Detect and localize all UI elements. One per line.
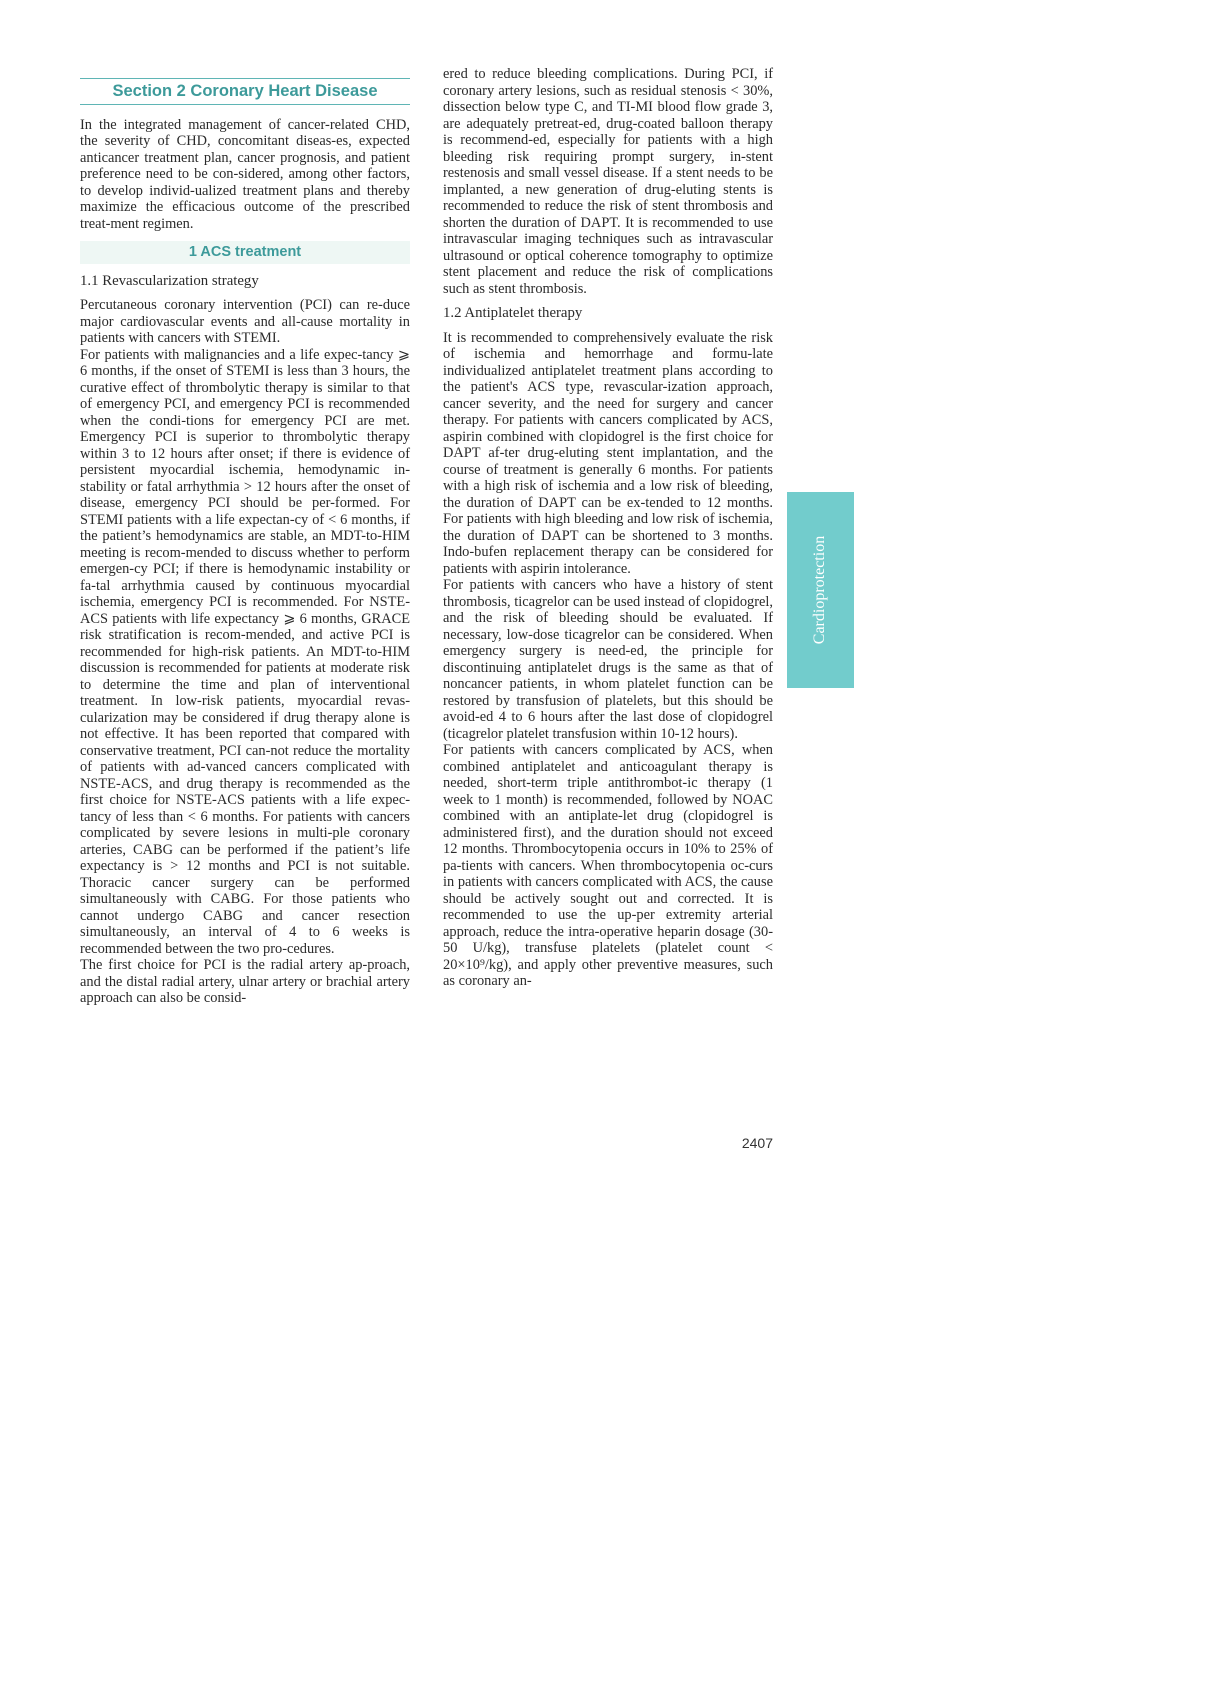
body-paragraph: Percutaneous coronary intervention (PCI) can re-duce major cardiovascular events and all-cause mortality in patients with cancers with STEMI. [80,297,410,346]
side-tab [787,492,854,688]
intro-paragraph: In the integrated management of cancer-related CHD, the severity of CHD, concomitant diseas-es, expected anticancer treatment plan, cancer prognosis, and patient preference need to be con-sidered, among other factors, to develop individ-ualized treatment plans and thereby maximize the efficacious outcome of the prescribed treat-ment regimen. [80,116,410,232]
left-column [80,66,410,1007]
side-tab-label: Cardioprotection [811,535,829,645]
body-paragraph: It is recommended to comprehensively evaluate the risk of ischemia and hemorrhage and formu-late individualized antiplatelet treatment plans according to the patient's ACS type, revascular-ization approach, cancer severity, and the need for surgery and cancer therapy. For patients with cancers complicated by ACS, aspirin combined with clopidogrel is the first choice for DAPT af-ter drug-eluting stent implantation, and the course of treatment is generally 6 months. For patients with a high risk of ischemia and a low risk of bleeding, the duration of DAPT can be ex-tended to 12 months. For patients with high bleeding and low risk of ischemia, the duration of DAPT can be shortened to 3 months. Indo-bufen replacement therapy can be considered for patients with aspirin intolerance. [443,329,773,577]
body-paragraph: For patients with cancers complicated by ACS, when combined antiplatelet and anticoagulant therapy is needed, short-term triple antithrombot-ic therapy (1 week to 1 month) is recommended, followed by NOAC combined with an antiplate-let drug (clopidogrel is administered first), and the duration should not exceed 12 months. Thrombocytopenia occurs in 10% to 25% of pa-tients with cancers. When thrombocytopenia oc-curs in patients with cancers complicated with ACS, the cause should be actively sought out and corrected. It is recommended to use the up-per extremity arterial approach, reduce the intra-operative heparin dosage (30-50 U/kg), transfuse platelets (platelet count < 20×10⁹/kg), and apply other preventive measures, such as coronary an- [443,742,773,989]
page-number: 2407 [741,1135,773,1151]
heading-revascularization: 1.1 Revascularization strategy [80,272,259,289]
right-column [443,66,773,990]
body-paragraph: The first choice for PCI is the radial artery ap-proach, and the distal radial artery, ulnar artery or brachial artery approach can also be consid- [80,957,410,1006]
body-paragraph: For patients with cancers who have a history of stent thrombosis, ticagrelor can be used instead of clopidogrel, and the risk of bleeding should be evaluated. If necessary, low-dose ticagrelor can be considered. When emergency surgery is need-ed, the principle for discontinuing antiplatelet drugs is the same as that of noncancer patients, in whom platelet function can be restored by transfusion of platelets, but this should be avoid-ed 4 to 6 hours after the last dose of clopidogrel (ticagrelor platelet transfusion within 10-12 hours). [443,577,773,742]
subsection-title: 1 ACS treatment [80,241,410,264]
continuation-paragraph: ered to reduce bleeding complications. During PCI, if coronary artery lesions, such as residual stenosis < 30%, dissection below type C, and TI-MI blood flow grade 3, are adequately pretreat-ed, drug-coated balloon therapy is recommend-ed, especially for patients with a high bleeding risk requiring prompt surgery, in-stent restenosis and small vessel disease. If a stent needs to be implanted, a new generation of drug-eluting stents is recommended to reduce the risk of stent thrombosis and shorten the duration of DAPT. It is recommended to use intravascular imaging techniques such as intravascular ultrasound or optical coherence tomography to optimize stent placement and reduce the risk of complications such as stent thrombosis. [443,66,773,297]
section-title: Section 2 Coronary Heart Disease [80,78,410,105]
body-paragraph: For patients with malignancies and a life expec-tancy ⩾ 6 months, if the onset of STEMI is less than 3 hours, the curative effect of thrombolytic therapy is similar to that of emergency PCI, and emergency PCI is recommended when the condi-tions for emergency PCI are met. Emergency PCI is superior to thrombolytic therapy within 3 to 12 hours after onset; if there is evidence of persistent myocardial ischemia, hemodynamic in-stability or fatal arrhythmia > 12 hours after the onset of disease, emergency PCI should be per-formed. For STEMI patients with a life expectan-cy of < 6 months, if the patient’s hemodynamics are stable, an MDT-to-HIM meeting is recom-mended to discuss whether to perform emergen-cy PCI; if there is hemodynamic instability or fa-tal arrhythmia caused by continuous myocardial ischemia, emergency PCI is recommended. For NSTE-ACS patients with life expectancy ⩾ 6 months, GRACE risk stratification is recom-mended, and active PCI is recommended for high-risk patients. An MDT-to-HIM discussion is recommended for patients at moderate risk to determine the time and plan of interventional treatment. In low-risk patients, myocardial revas-cularization may be considered if drug therapy alone is not effective. It has been reported that compared with conservative treatment, PCI can-not reduce the mortality of patients with ad-vanced cancers complicated with NSTE-ACS, and drug therapy is recommended as the first choice for NSTE-ACS patients with a life expec-tancy of less than < 6 months. For patients with cancers complicated by severe lesions in multi-ple coronary arteries, CABG can be performed if the patient’s life expectancy is > 12 months and PCI is not suitable. Thoracic cancer surgery can be performed simultaneously with CABG. For those patients who cannot undergo CABG and cancer resection simultaneously, an interval of 4 to 6 weeks is recommended between the two pro-cedures. [80,346,410,957]
heading-antiplatelet: 1.2 Antiplatelet therapy [443,305,583,321]
